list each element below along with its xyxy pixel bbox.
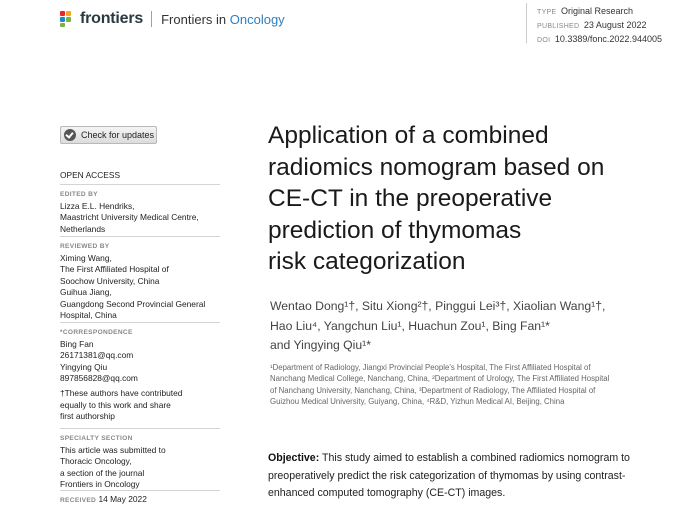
author-list: Wentao Dong¹†, Situ Xiong²†, Pinggui Lei³†, Xiaolian Wang¹†, Hao Liu⁴, Yangchun Liu¹, Huachun Zou¹, Bing Fan¹* and Yingying Qiu¹* [270, 299, 606, 352]
sidebar-divider [60, 236, 220, 237]
specialty-section: SPECIALTY SECTION This article was submitted to Thoracic Oncology, a section of the journal Frontiers in Oncology [60, 435, 166, 489]
sidebar-divider [60, 428, 220, 429]
article-meta: TYPE Original Research PUBLISHED 23 August 2022 DOI 10.3389/fonc.2022.944005 [537, 6, 662, 44]
received-date: 14 May 2022 [98, 494, 147, 504]
contribution-note: †These authors have contributed equally to this work and share first authorship [60, 388, 183, 421]
correspondence-section: *CORRESPONDENCE Bing Fan 26171381@qq.com Yingying Qiu 897856828@qq.com [60, 327, 220, 385]
email-link[interactable]: 26171381@qq.com [60, 350, 134, 360]
check-for-updates-button[interactable] [60, 126, 157, 144]
article-title: Application of a combined radiomics nomogram based on CE-CT in the preoperative prediction of thymomas risk categorization [268, 122, 605, 275]
journal-name: Frontiers in Oncology [161, 11, 285, 27]
meta-divider [526, 3, 527, 43]
reviewed-by-section: REVIEWED BY Ximing Wang, The First Affiliated Hospital of Soochow University, China Guihua Jiang, Guangdong Second Provincial General Hospital, China [60, 243, 206, 320]
abstract: Objective: This study aimed to establish a combined radiomics nomogram to preoperatively predict the risk categorization of thymomas by using contrast- enhanced computed tomography (CE-CT) images. [268, 452, 630, 499]
affiliations: ¹Department of Radiology, Jiangxi Provincial People’s Hospital, The First Affiliated Hospital of Nanchang Medical College, Nanchang, China, ²Department of Urology, The First Affiliated Hospital of Nanchang University, Nanchang, China, ³Department of Radiology, The Affiliated Hospital of Guizhou Medical University, Guiyang, China, ⁴R&D, Yizhun Medical AI, Beijing, China [270, 363, 610, 406]
frontiers-logo[interactable] [60, 8, 285, 30]
received-section: RECEIVED 14 May 2022 [60, 494, 147, 504]
sidebar-divider [60, 184, 220, 185]
doi-link[interactable]: 10.3389/fonc.2022.944005 [554, 34, 662, 44]
article-type: Original Research [561, 6, 634, 16]
published-date: 23 August 2022 [583, 20, 647, 30]
sidebar-divider [60, 490, 220, 491]
logo-divider [151, 11, 152, 27]
brand-name: frontiers [80, 10, 144, 27]
email-link[interactable]: 897856828@qq.com [60, 373, 138, 383]
frontiers-logo-icon [60, 11, 76, 27]
check-updates-label: Check for updates [81, 130, 155, 140]
abstract-objective-label: Objective: [268, 452, 320, 464]
edited-by-section: EDITED BY Lizza E.L. Hendriks, Maastricht University Medical Centre, Netherlands [60, 191, 199, 234]
open-access-label: OPEN ACCESS [60, 170, 121, 180]
checkmark-icon [64, 129, 76, 141]
sidebar-divider [60, 322, 220, 323]
